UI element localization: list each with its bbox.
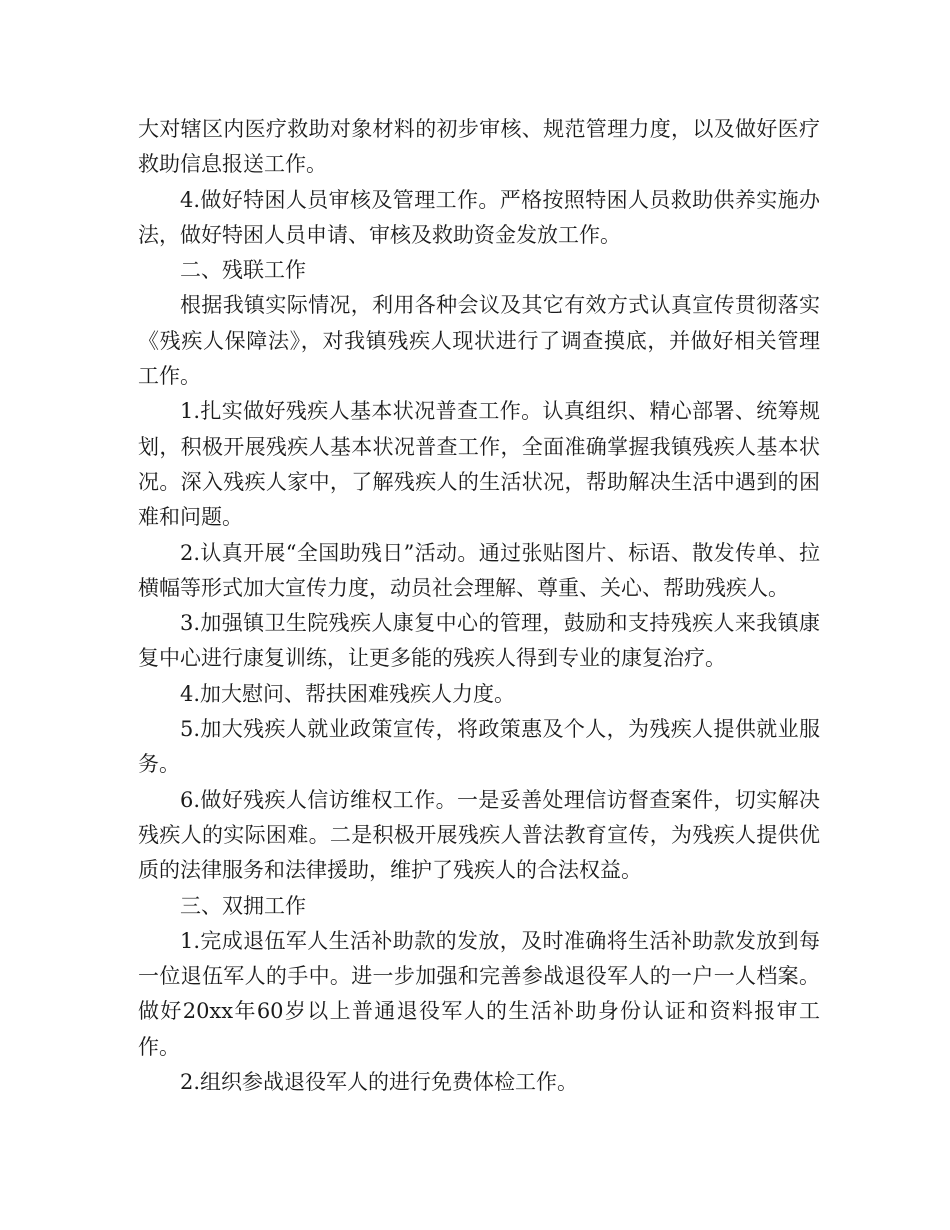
paragraph-medical-aid-continued: 大对辖区内医疗救助对象材料的初步审核、规范管理力度，以及做好医疗救助信息报送工作。 xyxy=(138,117,820,177)
document-body xyxy=(138,112,820,1100)
paragraph-disability-survey: 1.扎实做好残疾人基本状况普查工作。认真组织、精心部署、统筹规划，积极开展残疾人基本状况普查工作，全面准确掌握我镇残疾人基本状况。深入残疾人家中，了解残疾人的生活状况，帮助解决生活中遇到的困难和问题。 xyxy=(138,399,820,530)
paragraph-condolence: 4.加大慰问、帮扶困难残疾人力度。 xyxy=(180,681,516,706)
paragraph-disability-intro: 根据我镇实际情况，利用各种会议及其它有效方式认真宣传贯彻落实《残疾人保障法》，对我镇残疾人现状进行了调查摸底，并做好相关管理工作。 xyxy=(138,293,820,389)
paragraph-petition-rights: 6.做好残疾人信访维权工作。一是妥善处理信访督查案件，切实解决残疾人的实际困难。二是积极开展残疾人普法教育宣传，为残疾人提供优质的法律服务和法律援助，维护了残疾人的合法权益。 xyxy=(138,787,820,883)
section-heading-military-support: 三、双拥工作 xyxy=(180,893,306,918)
paragraph-help-disabled-day: 2.认真开展“全国助残日”活动。通过张贴图片、标语、散发传单、拉横幅等形式加大宣传力度，动员社会理解、尊重、关心、帮助残疾人。 xyxy=(138,540,820,600)
paragraph-employment: 5.加大残疾人就业政策宣传，将政策惠及个人，为残疾人提供就业服务。 xyxy=(138,717,820,777)
section-heading-disabled-federation: 二、残联工作 xyxy=(180,258,306,283)
paragraph-veteran-checkup: 2.组织参战退役军人的进行免费体检工作。 xyxy=(180,1070,579,1095)
paragraph-veteran-subsidy: 1.完成退伍军人生活补助款的发放，及时准确将生活补助款发放到每一位退伍军人的手中。进一步加强和完善参战退役军人的一户一人档案。做好20xx年60岁以上普通退役军人的生活补助身份认证和资料报审工作。 xyxy=(138,928,820,1059)
paragraph-special-hardship: 4.做好特困人员审核及管理工作。严格按照特困人员救助供养实施办法，做好特困人员申请、审核及救助资金发放工作。 xyxy=(138,187,820,247)
paragraph-rehab-center: 3.加强镇卫生院残疾人康复中心的管理，鼓励和支持残疾人来我镇康复中心进行康复训练，让更多能的残疾人得到专业的康复治疗。 xyxy=(138,611,820,671)
